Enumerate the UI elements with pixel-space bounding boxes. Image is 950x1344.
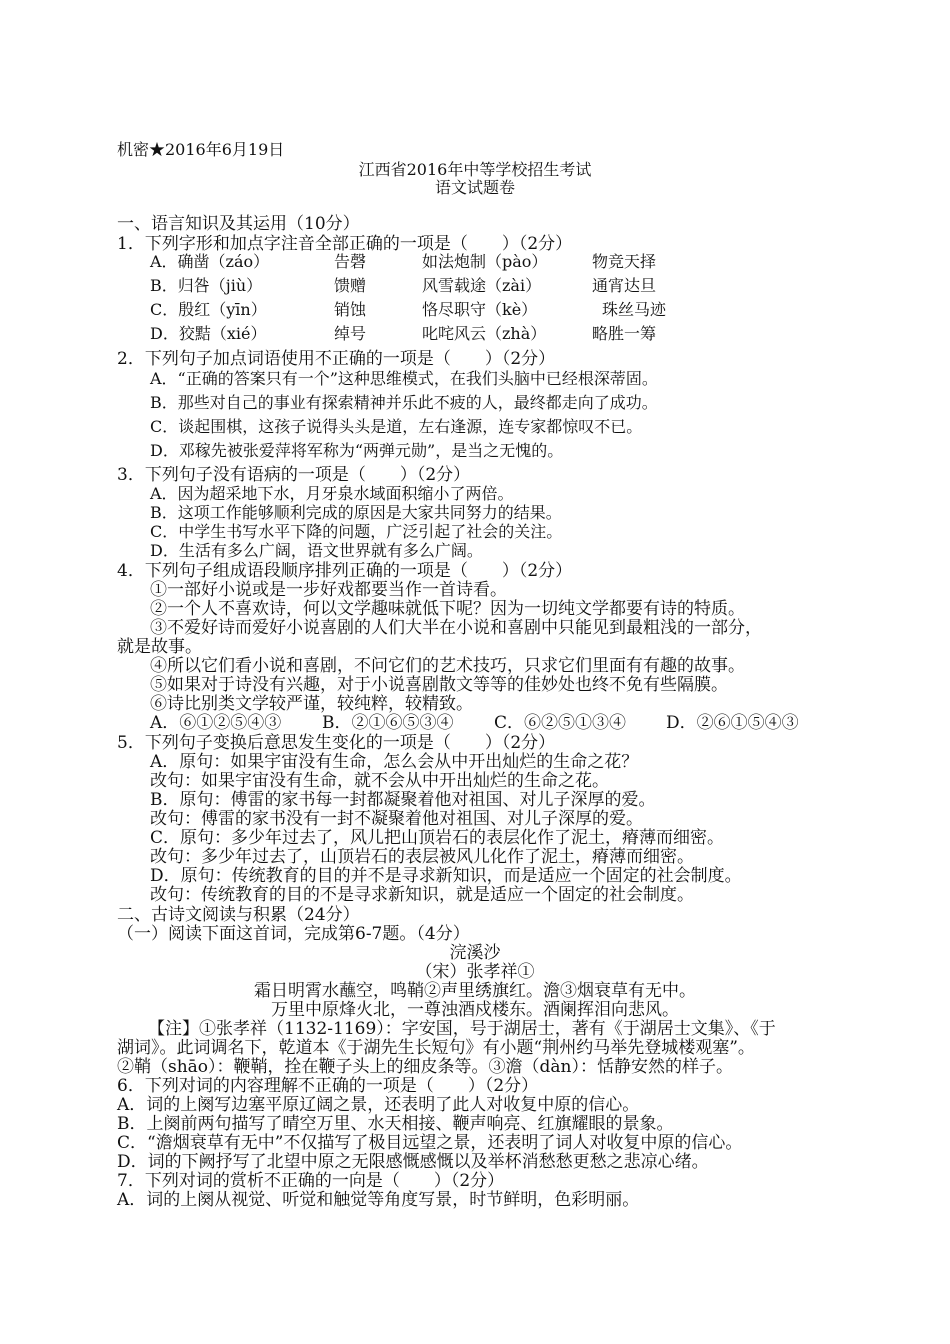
q4-sentence-2: ②一个人不喜欢诗，何以文学趣味就低下呢？因为一切纯文学都要有诗的特质。	[150, 599, 745, 619]
q5-c-original: C．原句：多少年过去了，风儿把山顶岩石的表层化作了泥土，瘠薄而细密。	[150, 828, 725, 848]
section-1-title: 一、语言知识及其运用（10分）	[117, 214, 360, 234]
q5-a-original: A．原句：如果宇宙没有生命，怎么会从中开出灿烂的生命之花？	[150, 752, 639, 772]
q5-d-original: D．原句：传统教育的目的并不是寻求新知识，而是适应一个固定的社会制度。	[150, 866, 742, 886]
q6-option-d: D．词的下阙抒写了北望中原之无限感慨感慨以及举杯消愁愁更愁之悲凉心绪。	[117, 1152, 709, 1172]
q2-option-a: A．“正确的答案只有一个”这种思维模式，在我们头脑中已经根深蒂固。	[150, 369, 658, 388]
q2-option-b: B．那些对自己的事业有探索精神并乐此不疲的人，最终都走向了成功。	[150, 393, 658, 412]
q5-a-revised: 改句：如果宇宙没有生命，就不会从中开出灿烂的生命之花。	[150, 771, 609, 791]
q3-option-d: D．生活有多么广阔，语文世界就有多么广阔。	[150, 541, 483, 560]
q4-stem: 4．下列句子组成语段顺序排列正确的一项是（ ）（2分）	[117, 561, 573, 581]
q1-a-2: 告磬	[334, 252, 367, 271]
q4-option-b: B．②①⑥⑤③④	[322, 713, 454, 733]
q3-stem: 3．下列句子没有语病的一项是（ ）（2分）	[117, 465, 471, 485]
q6-stem: 6．下列对词的内容理解不正确的一项是（ ）（2分）	[117, 1076, 539, 1096]
poem-author: （宋）张孝祥①	[415, 962, 535, 982]
q6-option-b: B．上阕前两句描写了晴空万里、水天相接、鞭声响亮、红旗耀眼的景象。	[117, 1114, 674, 1134]
q4-option-a: A．⑥①②⑤④③	[150, 713, 282, 733]
q5-b-revised: 改句：傅雷的家书没有一封不凝聚着他对祖国、对儿子深厚的爱。	[150, 809, 643, 829]
q6-option-c: C．“澹烟衰草有无中”不仅描写了极目远望之景，还表明了词人对收复中原的信心。	[117, 1133, 743, 1153]
q1-d-2: 绰号	[334, 324, 367, 343]
q1-c-1: C．殷红（yīn）	[150, 300, 267, 319]
q1-b-1: B．归咎（jiù）	[150, 276, 263, 295]
q2-stem: 2．下列句子加点词语使用不正确的一项是（ ）（2分）	[117, 349, 556, 369]
q2-option-c: C．谈起围棋，这孩子说得头头是道，左右逢源，连专家都惊叹不已。	[150, 417, 643, 436]
q1-a-1: A．确凿（záo）	[150, 252, 270, 271]
exam-title: 江西省2016年中等学校招生考试	[358, 160, 592, 179]
q5-c-revised: 改句：多少年过去了，山顶岩石的表层被风儿化作了泥土，瘠薄而细密。	[150, 847, 694, 867]
q4-sentence-1: ①一部好小说或是一步好戏都要当作一首诗看。	[150, 580, 507, 600]
q1-a-4: 物竞天择	[592, 252, 657, 271]
confidential-date: 机密★2016年6月19日	[117, 140, 285, 159]
q2-option-d: D．邓稼先被张爱萍将军称为“两弹元勋”，是当之无愧的。	[150, 441, 564, 460]
q4-option-c: C．⑥②⑤①③④	[494, 713, 627, 733]
q1-b-2: 馈赠	[334, 276, 367, 295]
section-2-title: 二、古诗文阅读与积累（24分）	[117, 905, 360, 925]
q4-sentence-4: ④所以它们看小说和喜剧，不问它们的艺术技巧，只求它们里面有有趣的故事。	[150, 656, 745, 676]
poem-title: 浣溪沙	[449, 943, 501, 963]
q1-c-3: 恪尽职守（kè）	[422, 300, 538, 319]
poem-note-3: ②鞘（shāo）：鞭鞘，拴在鞭子头上的细皮条等。③澹（dàn）：恬静安然的样子。	[117, 1057, 734, 1077]
exam-subtitle: 语文试题卷	[434, 178, 515, 197]
q4-sentence-3-cont: 就是故事。	[117, 637, 202, 657]
q4-option-d: D．②⑥①⑤④③	[666, 713, 799, 733]
q1-d-3: 叱咤风云（zhà）	[422, 324, 547, 343]
q4-sentence-6: ⑥诗比别类文学较严谨，较纯粹，较精致。	[150, 694, 473, 714]
q1-c-2: 销蚀	[334, 300, 367, 319]
q1-c-4: 珠丝马迹	[602, 300, 667, 319]
q3-option-c: C．中学生书写水平下降的问题，广泛引起了社会的关注。	[150, 522, 563, 541]
q1-b-3: 风雪载途（zài）	[422, 276, 542, 295]
poem-line-1: 霜日明霄水蘸空，鸣鞘②声里绣旗红。澹③烟衰草有无中。	[254, 981, 696, 1001]
q3-option-b: B．这项工作能够顺利完成的原因是大家共同努力的结果。	[150, 503, 562, 522]
poem-note-2: 湖词》。此词调名下，乾道本《于湖先生长短句》有小题“荆州约马举先登城楼观塞”。	[117, 1038, 755, 1058]
q5-b-original: B．原句：傅雷的家书每一封都凝聚着他对祖国、对儿子深厚的爱。	[150, 790, 656, 810]
q6-option-a: A．词的上阕写边塞平原辽阔之景，还表明了此人对收复中原的信心。	[117, 1095, 640, 1115]
q1-stem: 1．下列字形和加点字注音全部正确的一项是（ ）（2分）	[117, 234, 573, 254]
q4-sentence-3: ③不爱好诗而爱好小说喜剧的人们大半在小说和喜剧中只能见到最粗浅的一部分，	[150, 618, 762, 638]
q1-d-1: D．狡黠（xié）	[150, 324, 267, 343]
poem-line-2: 万里中原烽火北，一尊浊酒戍楼东。酒阑挥泪向悲风。	[271, 1000, 679, 1020]
q3-option-a: A．因为超采地下水，月牙泉水域面积缩小了两倍。	[150, 484, 514, 503]
poem-note-1: 【注】①张孝祥（1132-1169）：字安国，号于湖居士，著有《于湖居士文集》、《于	[148, 1019, 776, 1039]
q1-d-4: 略胜一筹	[592, 324, 657, 343]
q4-sentence-5: ⑤如果对于诗没有兴趣，对于小说喜剧散文等等的佳妙处也终不免有些隔膜。	[150, 675, 728, 695]
q5-d-revised: 改句：传统教育的目的不是寻求新知识，就是适应一个固定的社会制度。	[150, 885, 694, 905]
q7-stem: 7．下列对词的赏析不正确的一向是（ ）（2分）	[117, 1171, 505, 1191]
q1-b-4: 通宵达旦	[592, 276, 657, 295]
q1-a-3: 如法炮制（pào）	[422, 252, 548, 271]
q5-stem: 5．下列句子变换后意思发生变化的一项是（ ）（2分）	[117, 733, 556, 753]
section-2-sub: （一）阅读下面这首词，完成第6-7题。（4分）	[117, 924, 470, 944]
q7-option-a: A．词的上阕从视觉、听觉和触觉等角度写景，时节鲜明，色彩明丽。	[117, 1190, 640, 1210]
